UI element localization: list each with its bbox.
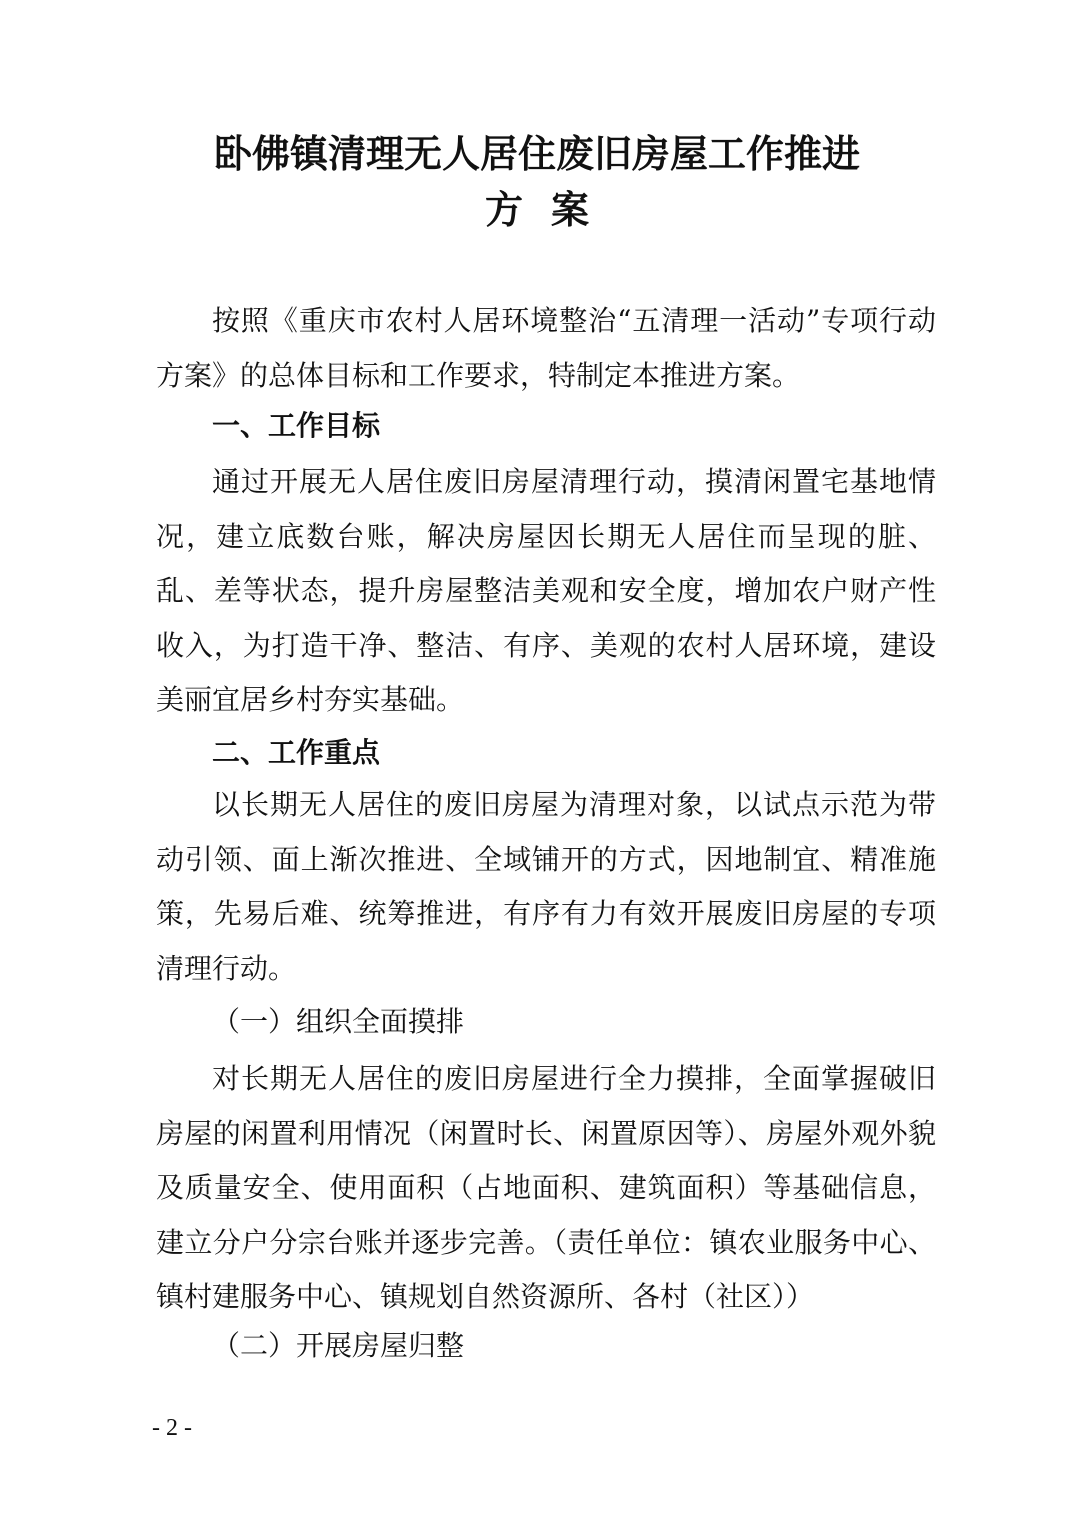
document-title-line2: 方案: [484, 188, 617, 232]
section1-paragraph: 通过开展无人居住废旧房屋清理行动，摸清闲置宅基地情况，建立底数台账，解决房屋因长期无人居住而呈现的脏、乱、差等状态，提升房屋整洁美观和安全度，增加农户财产性收入，为打造干净、整洁、有序、美观的农村人居环境，建设美丽宜居乡村夯实基础。: [156, 465, 936, 716]
subsection1-heading: （一）组织全面摸排: [212, 1005, 465, 1038]
document-title-line1: 卧佛镇清理无人居住废旧房屋工作推进: [213, 132, 860, 176]
subsection2-heading: （二）开展房屋归整: [212, 1329, 465, 1362]
page-number: - 2 -: [152, 1415, 192, 1441]
section1-heading: 一、工作目标: [212, 409, 381, 442]
subsection1-paragraph: 对长期无人居住的废旧房屋进行全力摸排，全面掌握破旧房屋的闲置利用情况（闲置时长、闲置原因等）、房屋外观外貌及质量安全、使用面积（占地面积、建筑面积）等基础信息，建立分户分宗台账并逐步完善。（责任单位：镇农业服务中心、镇村建服务中心、镇规划自然资源所、各村（社区））: [156, 1062, 936, 1313]
section2-paragraph: 以长期无人居住的废旧房屋为清理对象，以试点示范为带动引领、面上渐次推进、全域铺开的方式，因地制宜、精准施策，先易后难、统筹推进，有序有力有效开展废旧房屋的专项清理行动。: [156, 788, 936, 985]
section2-heading: 二、工作重点: [212, 736, 381, 769]
intro-paragraph: 按照《重庆市农村人居环境整治“五清理一活动”专项行动方案》的总体目标和工作要求，特制定本推进方案。: [156, 304, 936, 392]
